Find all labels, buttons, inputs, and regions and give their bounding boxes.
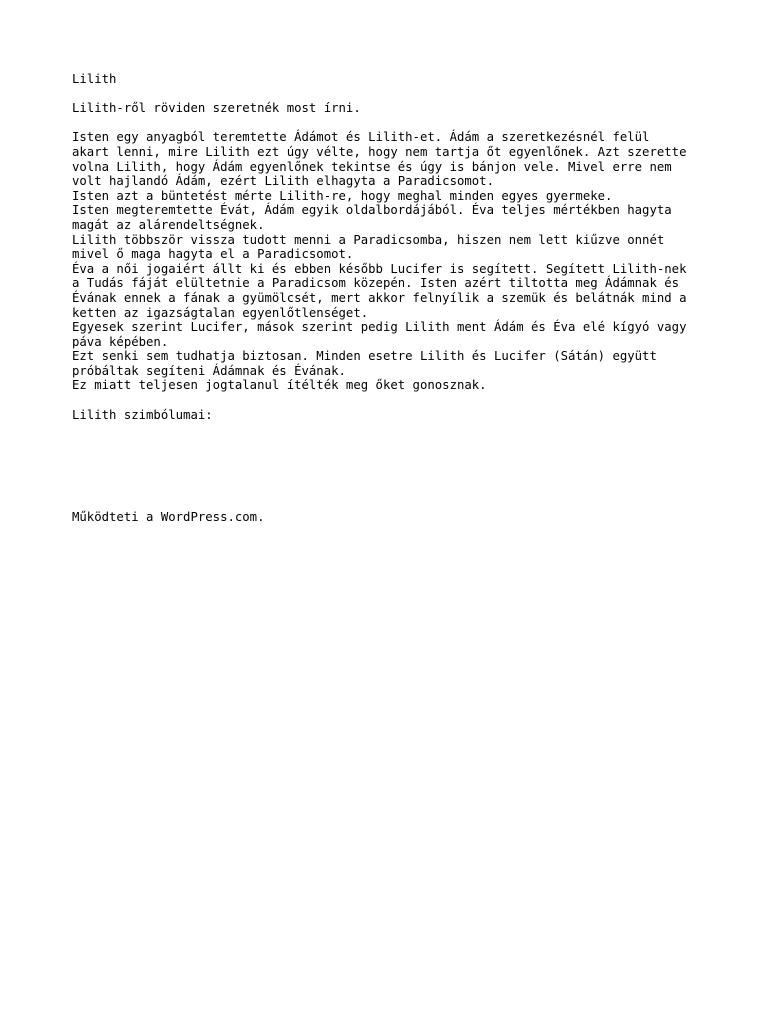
footer-credit: Működteti a WordPress.com. [72, 510, 265, 525]
body-line: mivel ő maga hagyta el a Paradicsomot. [72, 247, 354, 262]
spacer [72, 87, 712, 102]
body-line: páva képében. [72, 334, 169, 349]
body-line: Ez miatt teljesen jogtalanul ítélték meg őket gonosznak. [72, 378, 487, 393]
body-line: Ezt senki sem tudhatja biztosan. Minden esetre Lilith és Lucifer (Sátán) együtt [72, 349, 657, 364]
document-title: Lilith [72, 72, 117, 86]
body-line: Éva a női jogaiért állt ki és ebben később Lucifer is segített. Segített Lilith-nek [72, 261, 687, 276]
intro-line: Lilith-ről röviden szeretnék most írni. [72, 101, 361, 116]
body-line: Isten megteremtette Évát, Ádám egyik oldalbordájából. Éva teljes mértékben hagyta [72, 203, 672, 218]
body-line: a Tudás fáját elültetnie a Paradicsom közepén. Isten azért tiltotta meg Ádámnak és [72, 276, 680, 291]
body-line: Lilith többször vissza tudott menni a Paradicsomba, hiszen nem lett kiűzve onnét [72, 232, 665, 247]
spacer [72, 393, 712, 408]
body-line: Isten egy anyagból teremtette Ádámot és Lilith-et. Ádám a szeretkezésnél felül [72, 130, 650, 145]
symbols-heading: Lilith szimbólumai: [72, 407, 213, 422]
body-line: Évának ennek a fának a gyümölcsét, mert akkor felnyílik a szemük és belátnák mind a [72, 290, 687, 305]
body-line: magát az alárendeltségnek. [72, 217, 265, 232]
spacer [72, 116, 712, 131]
body-line: Egyesek szerint Lucifer, mások szerint pedig Lilith ment Ádám és Éva elé kígyó vagy [72, 320, 687, 335]
body-line: akart lenni, mire Lilith ezt úgy vélte, hogy nem tartja őt egyenlőnek. Azt szerette [72, 144, 687, 159]
body-line: Isten azt a büntetést mérte Lilith-re, hogy meghal minden egyes gyermeke. [72, 188, 613, 203]
document-page [72, 72, 712, 525]
symbols-empty-area [72, 422, 712, 510]
body-paragraph [72, 130, 712, 393]
body-line: volt hajlandó Ádám, ezért Lilith elhagyta a Paradicsomot. [72, 174, 494, 189]
body-line: próbáltak segíteni Ádámnak és Évának. [72, 363, 346, 378]
body-line: volna Lilith, hogy Ádám egyenlőnek tekintse és úgy is bánjon vele. Mivel erre nem [72, 159, 672, 174]
body-line: ketten az igazságtalan egyenlőtlenséget. [72, 305, 369, 320]
